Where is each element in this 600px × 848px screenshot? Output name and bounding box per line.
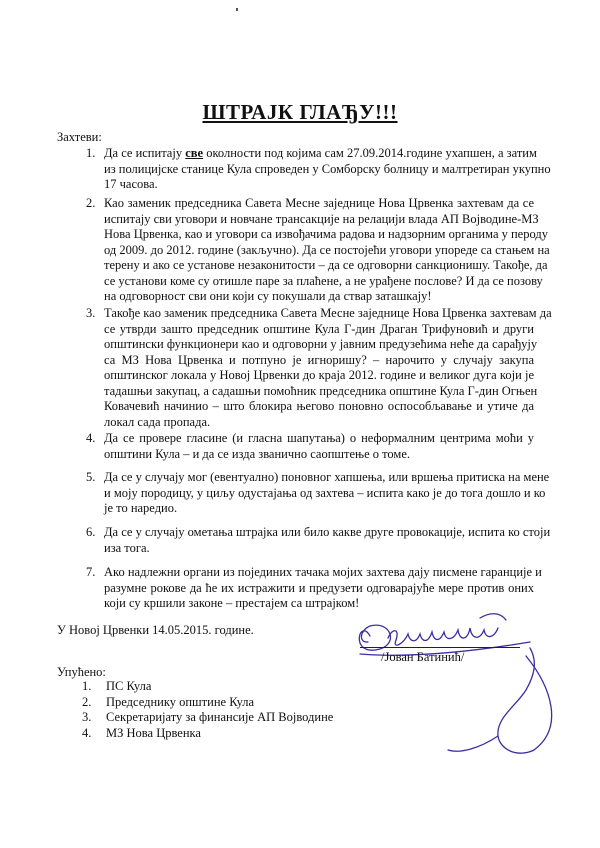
recipient-number: 2. (82, 694, 92, 709)
demand-item (86, 146, 551, 193)
demand-line (104, 581, 534, 597)
demand-text (104, 525, 551, 556)
sent-to-label: Упућено: (57, 665, 106, 679)
demand-line (104, 485, 546, 502)
demand-number: 2. (86, 196, 96, 210)
recipient-text: Секретаријату за финансије АП Војводине (106, 710, 334, 725)
recipient-item (82, 710, 333, 726)
demand-text-segment: општини Кула – и да се изда званично саопштење о томе. (104, 446, 411, 461)
demand-line (104, 273, 543, 290)
demand-line (104, 383, 538, 400)
demand-text-segment: околности под којима сам 27.09.2014.године ухапшен, а затим (203, 146, 537, 160)
emphasized-word: све (185, 146, 204, 160)
recipient-item (82, 695, 333, 711)
recipient-number: 1. (82, 679, 92, 693)
recipient-text: МЗ Нова Црвенка (106, 725, 201, 740)
demand-line (104, 447, 534, 463)
recipient-item (82, 726, 333, 742)
demand-line (104, 368, 534, 384)
demand-text-segment: Такође као заменик председника Савета Месне заједнице Нова Црвенка захтевам да (104, 306, 552, 320)
handwritten-signature (330, 598, 570, 758)
demand-line (104, 353, 534, 369)
recipient-text: Председнику општине Кула (106, 694, 255, 709)
demand-text-segment: општинског локала у Новој Црвенки до краја 2012. године и великог дуга који је (104, 368, 534, 382)
demand-text (104, 306, 552, 430)
recipient-text: ПС Кула (106, 679, 152, 693)
demand-item (86, 431, 534, 462)
demand-text-segment: са МЗ Нова Црвенка и потпуно је игноришу? – нарочито у случају закупа (104, 352, 534, 367)
demand-text-segment: Ако надлежни органи из појединих тачака мојих захтева дају писмене гаранције и (104, 565, 542, 579)
demand-text-segment: који су кршили законе – престајем са штрајком! (104, 596, 360, 610)
recipient-number: 4. (82, 725, 92, 740)
demand-text-segment: се установи коме су отишле паре за плаћене, а не урађене послове? И да се позову (104, 273, 543, 288)
demand-number: 1. (86, 146, 96, 160)
demand-text-segment: Да се провере гласине (и гласна шапутања) о неформалним центрима моћи у (104, 431, 534, 445)
demand-line (104, 431, 534, 447)
demand-line (104, 399, 534, 415)
demand-number: 7. (86, 565, 96, 579)
demand-line (104, 289, 534, 305)
recipient-number: 3. (82, 710, 92, 725)
demand-line (104, 337, 538, 353)
demand-line (104, 322, 534, 338)
signature-line (360, 647, 520, 648)
demands-label: Захтеви: (57, 130, 102, 144)
demand-number: 3. (86, 306, 96, 320)
demand-line (104, 501, 534, 517)
scan-speck (236, 8, 238, 11)
document-title: ШТРАЈК ГЛАЂУ!!! (202, 100, 398, 124)
demand-text-segment: Ковачевић начинио – што блокира његово поновно оспособљавање и утиче да (104, 399, 534, 413)
demand-line (104, 470, 550, 486)
demand-number: 6. (86, 525, 96, 539)
demand-text-segment: терену и ако се установе незаконитости – да се одговорни санкционишу. Такође, да (104, 258, 548, 272)
demand-line (104, 565, 542, 581)
demand-text (104, 431, 534, 462)
demand-line (104, 196, 534, 212)
recipients-list (82, 679, 333, 741)
demand-text (104, 470, 550, 517)
demand-line (104, 161, 551, 178)
demand-text-segment: од 2009. до 2012. године (закључно). Да се постојећи уговори упореде са стањем на (104, 242, 550, 257)
demand-line (104, 415, 534, 431)
signatory-name: /Јован Батинић/ (381, 650, 465, 664)
demand-text-segment: тадашњи закупац, а садашњи помоћник председника општине Кула Г-дин Огњен (104, 383, 538, 398)
demand-item (86, 306, 552, 430)
demand-number: 4. (86, 431, 96, 445)
demand-text-segment: се утврди зашто председник општине Кула Г-дин Драган Трифуновић и други (104, 321, 534, 336)
demand-text-segment: иза тога. (104, 540, 150, 555)
demand-number: 5. (86, 470, 96, 484)
demand-text-segment: Да се испитају (104, 146, 186, 160)
demand-text-segment: 17 часова. (104, 177, 158, 191)
demand-text-segment: Да се у случају мог (евентуално) поновног хапшења, или вршења притиска на мене (104, 470, 550, 484)
demand-line (104, 227, 548, 243)
demand-text (104, 146, 551, 193)
demand-line (104, 242, 550, 259)
place-date: У Новој Црвенки 14.05.2015. године. (57, 623, 254, 637)
demand-text-segment: Као заменик председника Савета Месне заједнице Нова Црвенка захтевам да се (104, 196, 534, 210)
demand-text-segment: је то наредио. (104, 501, 178, 515)
demand-item (86, 196, 550, 305)
demand-text-segment: из полицијске станице Кула спроведен у Сомборску болницу и малтретиран укупно (104, 161, 551, 176)
demand-line (104, 146, 537, 162)
demand-text (104, 196, 550, 305)
recipient-item (82, 679, 333, 695)
demand-text-segment: и моју породицу, у циљу одустајања од захтева – испита како је до тога дошло и ко (104, 485, 546, 500)
demand-item (86, 470, 550, 517)
demand-text-segment: Да се у случају ометања штрајка или било какве друге провокације, испита ко стоји (104, 525, 551, 539)
demand-text-segment: Нова Црвенка, као и уговори са извођачима радова и надзорним органима у пероду (104, 227, 548, 241)
demand-text-segment: разумне рокове да ће их истражити и предузети одговарајуће мере против оних (104, 580, 534, 595)
demand-line (104, 541, 534, 557)
demand-line (104, 211, 539, 228)
demand-text-segment: испитају сви уговори и новчане трансакције на релацији влада АП Војводине-МЗ (104, 211, 539, 226)
demand-line (104, 306, 552, 322)
demand-line (104, 258, 548, 274)
demand-text-segment: локал сада пропада. (104, 414, 211, 429)
demand-line (104, 525, 551, 541)
demand-text-segment: на одговорност сви они који су покушали да ствар заташкају! (104, 289, 432, 303)
demand-line (104, 177, 534, 193)
demand-text-segment: општински функционери као и одговорни у јавним предузећима неће да сарађују (104, 337, 538, 351)
demand-item (86, 525, 551, 556)
